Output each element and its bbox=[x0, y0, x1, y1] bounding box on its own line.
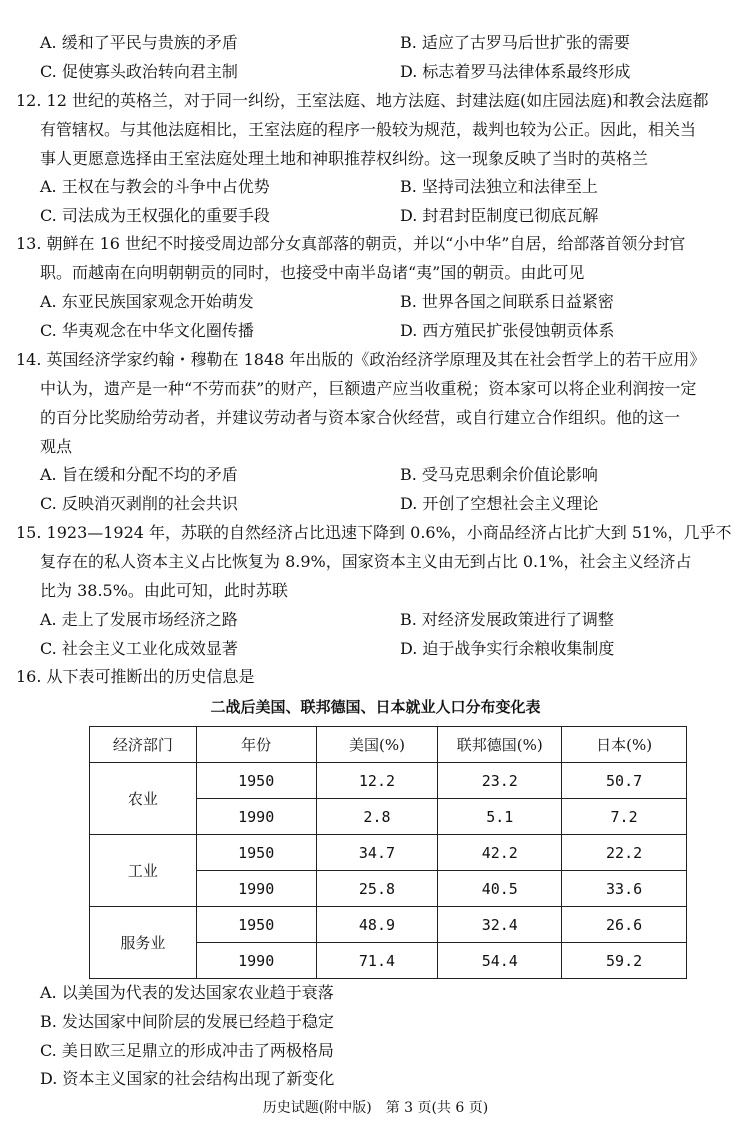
japan-cell: 33.6 bbox=[562, 871, 687, 907]
employment-table bbox=[89, 726, 687, 979]
q13-option-b: B. 世界各国之间联系日益紧密 bbox=[400, 292, 614, 311]
q16-option-b: B. 发达国家中间阶层的发展已经趋于稳定 bbox=[40, 1012, 334, 1031]
q14-stem-line: 14. 英国经济学家约翰・穆勒在 1848 年出版的《政治经济学原理及其在社会哲学上的若干应用》 bbox=[16, 350, 706, 369]
q14-stem-line: 观点 bbox=[40, 437, 73, 456]
table-row bbox=[90, 763, 687, 799]
q12-stem-line: 有管辖权。与其他法庭相比，王室法庭的程序一般较为规范，裁判也较为公正。因此，相关当 bbox=[40, 120, 697, 139]
header-usa: 美国(%) bbox=[316, 727, 438, 763]
q14-stem-line: 中认为，遗产是一种“不劳而获”的财产，巨额遗产应当收重税；资本家可以将企业利润按一定 bbox=[40, 379, 697, 398]
header-sector: 经济部门 bbox=[90, 727, 197, 763]
table-row bbox=[90, 907, 687, 943]
table-title: 二战后美国、联邦德国、日本就业人口分布变化表 bbox=[210, 698, 541, 716]
table-header-row bbox=[90, 727, 687, 763]
west-germany-cell: 54.4 bbox=[438, 943, 562, 979]
page-footer: 历史试题(附中版) 第 3 页(共 6 页) bbox=[262, 1100, 489, 1116]
q15-stem-line: 复存在的私人资本主义占比恢复为 8.9%，国家资本主义由无到占比 0.1%，社会主义经济占 bbox=[40, 552, 692, 571]
q12-option-b: B. 坚持司法独立和法律至上 bbox=[400, 177, 598, 196]
year-cell: 1990 bbox=[196, 871, 316, 907]
q14-option-a: A. 旨在缓和分配不均的矛盾 bbox=[40, 465, 238, 484]
q12-option-d: D. 封君封臣制度已彻底瓦解 bbox=[400, 206, 599, 225]
q15-stem-line: 比为 38.5%。由此可知，此时苏联 bbox=[40, 581, 288, 600]
q13-option-a: A. 东亚民族国家观念开始萌发 bbox=[40, 292, 254, 311]
header-year: 年份 bbox=[196, 727, 316, 763]
q12-stem-line: 事人更愿意选择由王室法庭处理土地和神职推荐权纠纷。这一现象反映了当时的英格兰 bbox=[40, 149, 649, 168]
q12-option-c: C. 司法成为王权强化的重要手段 bbox=[40, 206, 270, 225]
usa-cell: 25.8 bbox=[316, 871, 438, 907]
japan-cell: 7.2 bbox=[562, 799, 687, 835]
west-germany-cell: 40.5 bbox=[438, 871, 562, 907]
sector-cell: 农业 bbox=[90, 763, 197, 835]
prev-option-b: B. 适应了古罗马后世扩张的需要 bbox=[400, 33, 630, 52]
q16-stem: 16. 从下表可推断出的历史信息是 bbox=[16, 667, 255, 686]
q16-option-c: C. 美日欧三足鼎立的形成冲击了两极格局 bbox=[40, 1041, 334, 1060]
prev-option-a: A. 缓和了平民与贵族的矛盾 bbox=[40, 33, 238, 52]
q14-option-c: C. 反映消灭剥削的社会共识 bbox=[40, 494, 238, 513]
usa-cell: 71.4 bbox=[316, 943, 438, 979]
year-cell: 1990 bbox=[196, 943, 316, 979]
year-cell: 1950 bbox=[196, 835, 316, 871]
table-row bbox=[90, 835, 687, 871]
japan-cell: 50.7 bbox=[562, 763, 687, 799]
q15-option-c: C. 社会主义工业化成效显著 bbox=[40, 639, 238, 658]
q13-option-c: C. 华夷观念在中华文化圈传播 bbox=[40, 321, 254, 340]
header-japan: 日本(%) bbox=[562, 727, 687, 763]
sector-cell: 工业 bbox=[90, 835, 197, 907]
usa-cell: 2.8 bbox=[316, 799, 438, 835]
q13-stem-line: 职。而越南在向明朝朝贡的同时，也接受中南半岛诸“夷”国的朝贡。由此可见 bbox=[40, 263, 585, 282]
year-cell: 1950 bbox=[196, 763, 316, 799]
prev-option-c: C. 促使寡头政治转向君主制 bbox=[40, 62, 238, 81]
q13-stem-line: 13. 朝鲜在 16 世纪不时接受周边部分女真部落的朝贡，并以“小中华”自居，给部落首领分封官 bbox=[16, 234, 686, 253]
q12-option-a: A. 王权在与教会的斗争中占优势 bbox=[40, 177, 270, 196]
sector-cell: 服务业 bbox=[90, 907, 197, 979]
q15-option-a: A. 走上了发展市场经济之路 bbox=[40, 610, 238, 629]
usa-cell: 48.9 bbox=[316, 907, 438, 943]
west-germany-cell: 42.2 bbox=[438, 835, 562, 871]
prev-option-d: D. 标志着罗马法律体系最终形成 bbox=[400, 62, 631, 81]
q15-stem-line: 15. 1923—1924 年，苏联的自然经济占比迅速下降到 0.6%，小商品经济占比扩大到 51%，几乎不 bbox=[16, 523, 732, 542]
q14-option-d: D. 开创了空想社会主义理论 bbox=[400, 494, 599, 513]
west-germany-cell: 23.2 bbox=[438, 763, 562, 799]
q14-stem-line: 的百分比奖励给劳动者，并建议劳动者与资本家合伙经营，或自行建立合作组织。他的这一 bbox=[40, 408, 681, 427]
q15-option-b: B. 对经济发展政策进行了调整 bbox=[400, 610, 614, 629]
q16-option-a: A. 以美国为代表的发达国家农业趋于衰落 bbox=[40, 983, 334, 1002]
q14-option-b: B. 受马克思剩余价值论影响 bbox=[400, 465, 598, 484]
japan-cell: 26.6 bbox=[562, 907, 687, 943]
year-cell: 1990 bbox=[196, 799, 316, 835]
japan-cell: 59.2 bbox=[562, 943, 687, 979]
header-west-germany: 联邦德国(%) bbox=[438, 727, 562, 763]
year-cell: 1950 bbox=[196, 907, 316, 943]
west-germany-cell: 5.1 bbox=[438, 799, 562, 835]
q15-option-d: D. 迫于战争实行余粮收集制度 bbox=[400, 639, 615, 658]
q13-option-d: D. 西方殖民扩张侵蚀朝贡体系 bbox=[400, 321, 615, 340]
usa-cell: 34.7 bbox=[316, 835, 438, 871]
west-germany-cell: 32.4 bbox=[438, 907, 562, 943]
q12-stem-line: 12. 12 世纪的英格兰，对于同一纠纷，王室法庭、地方法庭、封建法庭(如庄园法庭)和教会法庭都 bbox=[16, 91, 709, 110]
usa-cell: 12.2 bbox=[316, 763, 438, 799]
japan-cell: 22.2 bbox=[562, 835, 687, 871]
q16-option-d: D. 资本主义国家的社会结构出现了新变化 bbox=[40, 1069, 335, 1088]
